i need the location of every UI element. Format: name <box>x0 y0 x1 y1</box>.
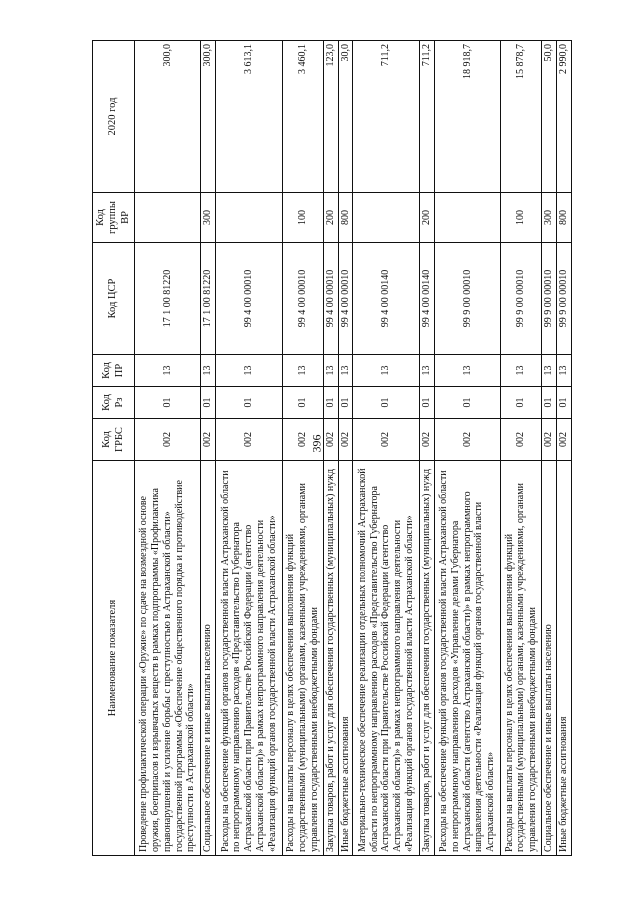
row-vr: 200 <box>419 193 434 243</box>
row-value: 711,2 <box>353 41 419 193</box>
table-row <box>135 41 201 856</box>
row-rz: 01 <box>338 387 353 419</box>
table-row <box>323 41 338 856</box>
table-row <box>353 41 419 856</box>
row-value: 123,0 <box>323 41 338 193</box>
row-pr: 13 <box>353 355 419 387</box>
table-row <box>338 41 353 856</box>
row-rz: 01 <box>353 387 419 419</box>
row-pr: 13 <box>419 355 434 387</box>
row-name: Расходы на обеспечение функций органов государственной власти Астраханской области по непрограммному направлению расходов «Представительство Губернатора Астраханской области при Правительстве Российской Федерации (агентство Астраханской области)» в рамках непрограммного направления деятельности «Реализация функций органов государственной власти Астраханской области» <box>216 461 282 856</box>
row-grbs: 002 <box>353 419 419 461</box>
table-row <box>216 41 282 856</box>
row-pr: 13 <box>216 355 282 387</box>
row-name: Закупка товаров, работ и услуг для обеспечения государственных (муниципальных) нужд <box>323 461 338 856</box>
row-pr: 13 <box>501 355 542 387</box>
table-row <box>434 41 500 856</box>
header-year: 2020 год <box>93 41 135 193</box>
budget-table <box>92 40 572 856</box>
header-grbs: Код ГРБС <box>93 419 135 461</box>
row-csr: 99 9 00 00010 <box>557 243 572 355</box>
row-csr: 99 4 00 00140 <box>353 243 419 355</box>
row-name: Социальное обеспечение и иные выплаты населению <box>201 461 216 856</box>
header-csr: Код ЦСР <box>93 243 135 355</box>
row-grbs: 002 <box>135 419 201 461</box>
row-rz: 01 <box>135 387 201 419</box>
row-grbs: 002 <box>216 419 282 461</box>
row-csr: 99 4 00 00010 <box>323 243 338 355</box>
row-name: Расходы на выплаты персоналу в целях обеспечения выполнения функций государственными (муниципальными) органами, казенными учреждениями, органами управления государственными внебюджетными фондами <box>501 461 542 856</box>
table-header-row <box>93 41 135 856</box>
row-csr: 99 4 00 00010 <box>338 243 353 355</box>
header-pr: Код ПР <box>93 355 135 387</box>
table-row <box>419 41 434 856</box>
row-csr: 17 1 00 81220 <box>201 243 216 355</box>
row-value: 2 990,0 <box>557 41 572 193</box>
page-number: 396 <box>309 434 324 453</box>
row-name: Расходы на выплаты персоналу в целях обеспечения выполнения функций государственными (муниципальными) органами, казенными учреждениями, органами управления государственными внебюджетными фондами <box>282 461 323 856</box>
budget-table-wrapper <box>92 41 572 856</box>
table-row <box>501 41 542 856</box>
row-vr: 100 <box>501 193 542 243</box>
row-vr <box>135 193 201 243</box>
row-name: Иные бюджетные ассигнования <box>557 461 572 856</box>
row-grbs: 002 <box>542 419 557 461</box>
row-name: Иные бюджетные ассигнования <box>338 461 353 856</box>
row-value: 300,0 <box>135 41 201 193</box>
row-grbs: 002 <box>501 419 542 461</box>
row-rz: 01 <box>434 387 500 419</box>
header-name: Наименование показателя <box>93 461 135 856</box>
row-csr: 99 4 00 00010 <box>282 243 323 355</box>
row-value: 3 460,1 <box>282 41 323 193</box>
row-vr: 300 <box>201 193 216 243</box>
row-name: Материально-техническое обеспечение реализации отдельных полномочий Астраханской области по непрограммному направлению расходов «Представительство Губернатора Астраханской области при Правительстве Российской Федерации (агентство Астраханской области)» в рамках непрограммного направления деятельности «Реализация функций органов государственной власти Астраханской области» <box>353 461 419 856</box>
row-vr: 800 <box>557 193 572 243</box>
row-vr <box>216 193 282 243</box>
row-name: Расходы на обеспечение функций органов государственной власти Астраханской области по непрограммному направлению расходов «Управление делами Губернатора Астраханской области (агентство Астраханской области)» в рамках непрограммного направления деятельности «Реализация функций органов государственной власти Астраханской области» <box>434 461 500 856</box>
row-rz: 01 <box>501 387 542 419</box>
header-vr: Код группы ВР <box>93 193 135 243</box>
row-pr: 13 <box>135 355 201 387</box>
row-pr: 13 <box>434 355 500 387</box>
row-grbs: 002 <box>434 419 500 461</box>
row-pr: 13 <box>282 355 323 387</box>
row-name: Проведение профилактической операции «Оружие» по сдаче на возмездной основе оружия, боеприпасов и взрывчатых веществ в рамках подпрограммы «Профилактика правонарушений и усиление борьбы с преступностью в Астраханской области» государственной программы «Обеспечение общественного порядка и противодействие преступности в Астраханской области» <box>135 461 201 856</box>
row-value: 30,0 <box>338 41 353 193</box>
row-rz: 01 <box>557 387 572 419</box>
row-rz: 01 <box>323 387 338 419</box>
header-rz: Код Рз <box>93 387 135 419</box>
row-vr: 200 <box>323 193 338 243</box>
row-vr: 800 <box>338 193 353 243</box>
row-name: Социальное обеспечение и иные выплаты населению <box>542 461 557 856</box>
row-value: 711,2 <box>419 41 434 193</box>
row-vr: 100 <box>282 193 323 243</box>
table-row <box>282 41 323 856</box>
row-grbs: 002 <box>201 419 216 461</box>
row-csr: 99 4 00 00140 <box>419 243 434 355</box>
row-rz: 01 <box>542 387 557 419</box>
row-grbs: 002 <box>419 419 434 461</box>
row-csr: 99 9 00 00010 <box>542 243 557 355</box>
row-value: 3 613,1 <box>216 41 282 193</box>
row-vr <box>353 193 419 243</box>
row-rz: 01 <box>282 387 323 419</box>
row-pr: 13 <box>323 355 338 387</box>
row-name: Закупка товаров, работ и услуг для обеспечения государственных (муниципальных) нужд <box>419 461 434 856</box>
row-pr: 13 <box>201 355 216 387</box>
row-value: 50,0 <box>542 41 557 193</box>
row-pr: 13 <box>557 355 572 387</box>
table-row <box>542 41 557 856</box>
row-csr: 99 9 00 00010 <box>501 243 542 355</box>
row-rz: 01 <box>201 387 216 419</box>
row-vr: 300 <box>542 193 557 243</box>
row-rz: 01 <box>216 387 282 419</box>
row-vr <box>434 193 500 243</box>
row-value: 15 878,7 <box>501 41 542 193</box>
row-csr: 99 9 00 00010 <box>434 243 500 355</box>
row-value: 300,0 <box>201 41 216 193</box>
row-grbs: 002 <box>557 419 572 461</box>
row-rz: 01 <box>419 387 434 419</box>
row-csr: 99 4 00 00010 <box>216 243 282 355</box>
table-row <box>557 41 572 856</box>
table-row <box>201 41 216 856</box>
document-page <box>92 41 572 856</box>
row-pr: 13 <box>338 355 353 387</box>
row-value: 18 918,7 <box>434 41 500 193</box>
row-grbs: 002 <box>323 419 338 461</box>
row-pr: 13 <box>542 355 557 387</box>
row-grbs: 002 <box>338 419 353 461</box>
row-csr: 17 1 00 81220 <box>135 243 201 355</box>
row-grbs: 002 <box>282 419 323 461</box>
